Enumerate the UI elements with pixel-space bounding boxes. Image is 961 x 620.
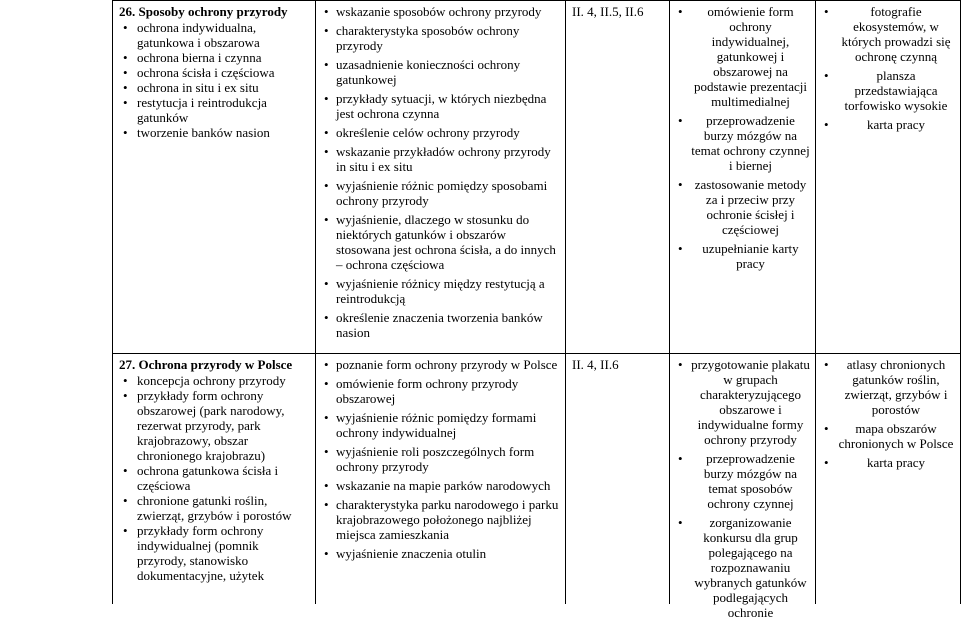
requirements-cell — [316, 354, 566, 605]
methods-cell — [670, 1, 816, 354]
curriculum-table — [112, 0, 961, 620]
methods-cell — [670, 354, 816, 620]
list-item: • przeprowadzenie burzy mózgów na temat ochrony czynnej i biernej — [676, 113, 811, 173]
list-item: • charakterystyka sposobów ochrony przyrody — [322, 23, 561, 53]
list-item: • karta pracy — [822, 455, 956, 470]
list-item: • ochrona ścisła i częściowa — [119, 65, 311, 80]
list-item: • wskazanie sposobów ochrony przyrody — [322, 4, 561, 19]
list-item: • charakterystyka parku narodowego i parku krajobrazowego położonego najbliżej miejsca zamieszkania — [322, 497, 561, 542]
table-row — [113, 354, 961, 605]
list-item: • poznanie form ochrony przyrody w Polsce — [322, 357, 561, 372]
requirements-list — [322, 4, 561, 340]
list-item: • koncepcja ochrony przyrody — [119, 373, 311, 388]
list-item: • zastosowanie metody za i przeciw przy ochronie ścisłej i częściowej — [676, 177, 811, 237]
materials-cell — [816, 354, 961, 605]
list-item: • tworzenie banków nasion — [119, 125, 311, 140]
methods-list — [676, 4, 811, 271]
curriculum-ref-cell — [566, 1, 670, 354]
list-item: • omówienie form ochrony indywidualnej, gatunkowej i obszarowej na podstawie prezentacji multimedialnej — [676, 4, 811, 109]
list-item: • zorganizowanie konkursu dla grup polegającego na rozpoznawaniu wybranych gatunków podlegających ochronie — [676, 515, 811, 620]
list-item: • uzasadnienie konieczności ochrony gatunkowej — [322, 57, 561, 87]
topic-title: 27. Ochrona przyrody w Polsce — [119, 357, 293, 372]
list-item: • wyjaśnienie znaczenia otulin — [322, 546, 561, 561]
list-item: • restytucja i reintrodukcja gatunków — [119, 95, 311, 125]
list-item: • chronione gatunki roślin, zwierząt, grzybów i porostów — [119, 493, 311, 523]
list-item: • wyjaśnienie, dlaczego w stosunku do niektórych gatunków i obszarów stosowana jest ochrona ścisła, a do innych – ochrona częściowa — [322, 212, 561, 272]
curriculum-ref-cell — [566, 354, 670, 605]
topic-list — [119, 20, 311, 140]
list-item: • przygotowanie plakatu w grupach charakteryzującego obszarowe i indywidualne formy ochrony przyrody — [676, 357, 811, 447]
list-item: • ochrona in situ i ex situ — [119, 80, 311, 95]
list-item: • określenie celów ochrony przyrody — [322, 125, 561, 140]
list-item: • przeprowadzenie burzy mózgów na temat sposobów ochrony czynnej — [676, 451, 811, 511]
list-item: • wskazanie przykładów ochrony przyrody in situ i ex situ — [322, 144, 561, 174]
list-item: • omówienie form ochrony przyrody obszarowej — [322, 376, 561, 406]
topic-cell — [113, 354, 316, 605]
list-item: • uzupełnianie karty pracy — [676, 241, 811, 271]
list-item: • ochrona gatunkowa ścisła i częściowa — [119, 463, 311, 493]
list-item: • wyjaśnienie różnicy między restytucją a reintrodukcją — [322, 276, 561, 306]
list-item: • atlasy chronionych gatunków roślin, zwierząt, grzybów i porostów — [822, 357, 956, 417]
curriculum-ref: II. 4, II.6 — [572, 357, 619, 372]
list-item: • wyjaśnienie różnic pomiędzy formami ochrony indywidualnej — [322, 410, 561, 440]
materials-list — [822, 4, 956, 132]
requirements-list — [322, 357, 561, 561]
list-item: • wskazanie na mapie parków narodowych — [322, 478, 561, 493]
list-item: • fotografie ekosystemów, w których prowadzi się ochronę czynną — [822, 4, 956, 64]
requirements-cell — [316, 1, 566, 354]
list-item: • ochrona bierna i czynna — [119, 50, 311, 65]
list-item: • karta pracy — [822, 117, 956, 132]
table-row — [113, 1, 961, 354]
list-item: • ochrona indywidualna, gatunkowa i obszarowa — [119, 20, 311, 50]
list-item: • wyjaśnienie różnic pomiędzy sposobami ochrony przyrody — [322, 178, 561, 208]
materials-list — [822, 357, 956, 470]
list-item: • mapa obszarów chronionych w Polsce — [822, 421, 956, 451]
list-item: • przykłady form ochrony obszarowej (park narodowy, rezerwat przyrody, park krajobrazowy, obszar chronionego krajobrazu) — [119, 388, 311, 463]
list-item: • plansza przedstawiająca torfowisko wysokie — [822, 68, 956, 113]
list-item: • przykłady sytuacji, w których niezbędna jest ochrona czynna — [322, 91, 561, 121]
left-margin — [0, 0, 112, 601]
topic-title: 26. Sposoby ochrony przyrody — [119, 4, 288, 19]
topic-cell — [113, 1, 316, 354]
topic-list — [119, 373, 311, 583]
materials-cell — [816, 1, 961, 354]
list-item: • określenie znaczenia tworzenia banków nasion — [322, 310, 561, 340]
list-item: • przykłady form ochrony indywidualnej (pomnik przyrody, stanowisko dokumentacyjne, użytek — [119, 523, 311, 583]
methods-list — [676, 357, 811, 620]
curriculum-ref: II. 4, II.5, II.6 — [572, 4, 644, 19]
list-item: • wyjaśnienie roli poszczególnych form ochrony przyrody — [322, 444, 561, 474]
